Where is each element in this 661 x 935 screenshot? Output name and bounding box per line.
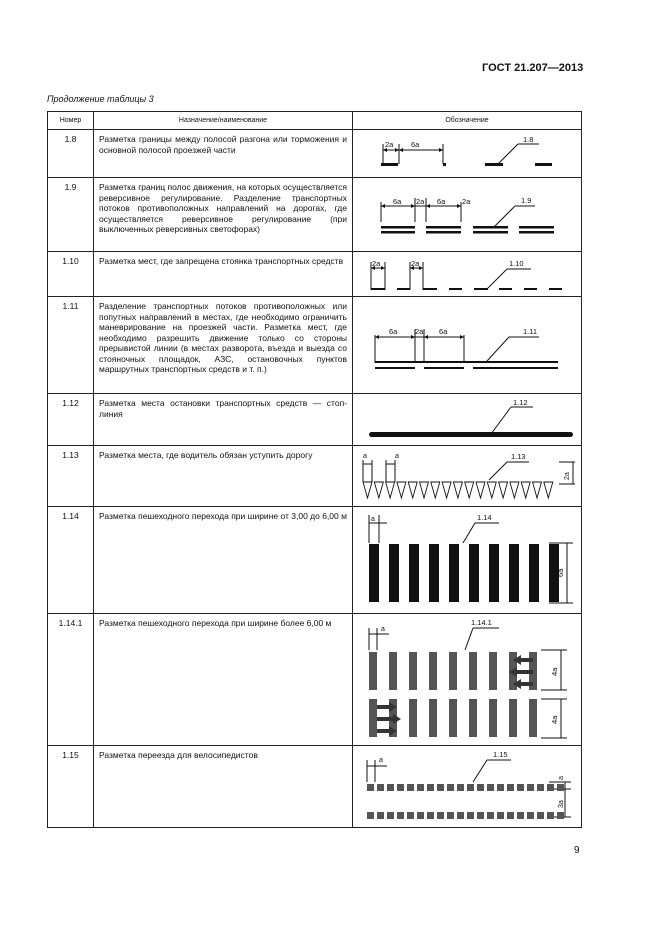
table-header-row bbox=[48, 112, 582, 130]
marking-label: 1.12 bbox=[513, 398, 528, 407]
dim-4a: 4а bbox=[550, 715, 559, 724]
row-description: Разметка границы между полосой разгона или торможения и основной полосой проезжей части bbox=[94, 130, 353, 178]
triangle-mark bbox=[420, 482, 429, 498]
square-mark bbox=[397, 812, 404, 819]
table-row bbox=[48, 446, 582, 507]
dim-a: а bbox=[363, 453, 367, 460]
header-name: Назначение/наименование bbox=[94, 112, 353, 130]
row-number: 1.14 bbox=[48, 507, 94, 614]
dim-6a: 6а bbox=[556, 568, 565, 577]
marking-label: 1.9 bbox=[521, 196, 532, 205]
row-description: Разделение транспортных потоков противоположных или попутных направлений в местах, где необходимо ограничить маневрирование на проезжей части. Разметка мест, где необходимо разрешить движение только со стороны прерывистой линии (в местах разворота, въезда и выезда со стояночных площадок, АЗС, остановочных пунктов маршрутных транспортных средств и т. п.) bbox=[94, 297, 353, 394]
header-number: Номер bbox=[48, 112, 94, 130]
row-description: Разметка пешеходного перехода при ширине от 3,00 до 6,00 м bbox=[94, 507, 353, 614]
row-description: Разметка границ полос движения, на которых осуществляется реверсивное регулирование. Разделение транспортных потоков противоположных направлений на дорогах, где осуществляется реверсивное регулирование (при выключенных реверсивных светофорах) bbox=[94, 178, 353, 252]
triangle-mark bbox=[476, 482, 485, 498]
row-number: 1.12 bbox=[48, 394, 94, 446]
dim-a: а bbox=[379, 757, 383, 764]
dim-2a: 2а bbox=[462, 197, 471, 206]
row-description: Разметка переезда для велосипедистов bbox=[94, 746, 353, 828]
marking-label: 1.11 bbox=[523, 327, 538, 336]
square-mark bbox=[457, 812, 464, 819]
row-number: 1.15 bbox=[48, 746, 94, 828]
row-symbol bbox=[353, 178, 582, 252]
square-mark bbox=[447, 812, 454, 819]
table-row bbox=[48, 252, 582, 297]
triangle-mark bbox=[510, 482, 519, 498]
page-number: 9 bbox=[574, 845, 580, 856]
square-mark bbox=[517, 784, 524, 791]
square-mark bbox=[387, 812, 394, 819]
square-mark bbox=[507, 812, 514, 819]
dim-3a: 3а bbox=[558, 800, 565, 808]
dim-2a: 2а bbox=[416, 197, 425, 206]
square-mark bbox=[407, 812, 414, 819]
triangle-mark bbox=[431, 482, 440, 498]
square-mark bbox=[417, 812, 424, 819]
row-number: 1.14.1 bbox=[48, 614, 94, 746]
document-standard-number: ГОСТ 21.207—2013 bbox=[482, 62, 584, 74]
marking-table bbox=[47, 111, 582, 828]
header-symbol: Обозначение bbox=[353, 112, 582, 130]
square-mark bbox=[467, 784, 474, 791]
table-row bbox=[48, 297, 582, 394]
square-mark bbox=[457, 784, 464, 791]
triangle-mark bbox=[408, 482, 417, 498]
dim-2a: 2а bbox=[564, 472, 571, 480]
dim-6a: 6а bbox=[389, 327, 398, 336]
row-symbol bbox=[353, 746, 582, 828]
square-mark bbox=[467, 812, 474, 819]
square-mark bbox=[377, 784, 384, 791]
triangle-mark bbox=[521, 482, 530, 498]
dim-6a: 6а bbox=[393, 197, 402, 206]
table-row bbox=[48, 746, 582, 828]
table-row bbox=[48, 178, 582, 252]
triangle-mark bbox=[397, 482, 406, 498]
triangle-mark bbox=[487, 482, 496, 498]
dim-6a: 6а bbox=[411, 140, 420, 149]
square-mark bbox=[427, 812, 434, 819]
triangle-mark bbox=[533, 482, 542, 498]
marking-label: 1.14 bbox=[477, 513, 492, 522]
marking-1-11-symbol bbox=[353, 297, 581, 393]
square-mark bbox=[497, 812, 504, 819]
marking-label: 1.15 bbox=[493, 750, 508, 759]
dim-2a: 2а bbox=[415, 327, 424, 336]
marking-1-10-symbol bbox=[353, 252, 581, 296]
triangle-mark bbox=[374, 482, 383, 498]
square-mark bbox=[527, 812, 534, 819]
marking-1-15-symbol bbox=[353, 746, 581, 827]
dim-a: а bbox=[395, 453, 399, 460]
square-mark bbox=[537, 812, 544, 819]
dim-2a: 2а bbox=[372, 259, 381, 268]
table-caption: Продолжение таблицы 3 bbox=[47, 94, 154, 104]
square-mark bbox=[487, 784, 494, 791]
table-row bbox=[48, 394, 582, 446]
marking-1-13-symbol bbox=[353, 446, 581, 506]
square-mark bbox=[527, 784, 534, 791]
square-mark bbox=[437, 812, 444, 819]
dim-a: а bbox=[381, 626, 385, 633]
marking-1-9-symbol bbox=[353, 178, 581, 251]
square-mark bbox=[547, 812, 554, 819]
row-symbol bbox=[353, 297, 582, 394]
triangle-mark bbox=[465, 482, 474, 498]
square-mark bbox=[477, 784, 484, 791]
table-row bbox=[48, 507, 582, 614]
marking-label: 1.10 bbox=[509, 259, 524, 268]
triangle-mark bbox=[499, 482, 508, 498]
square-mark bbox=[537, 784, 544, 791]
square-mark bbox=[447, 784, 454, 791]
marking-1-14-1-symbol bbox=[353, 614, 581, 745]
square-mark bbox=[507, 784, 514, 791]
square-mark bbox=[487, 812, 494, 819]
row-description: Разметка мест, где запрещена стоянка транспортных средств bbox=[94, 252, 353, 297]
square-mark bbox=[557, 812, 564, 819]
triangle-mark bbox=[363, 482, 372, 498]
marking-label: 1.14.1 bbox=[471, 618, 492, 627]
row-description: Разметка места, где водитель обязан уступить дорогу bbox=[94, 446, 353, 507]
square-mark bbox=[397, 784, 404, 791]
square-mark bbox=[417, 784, 424, 791]
table-row bbox=[48, 614, 582, 746]
square-mark bbox=[387, 784, 394, 791]
row-symbol bbox=[353, 507, 582, 614]
triangle-mark bbox=[544, 482, 553, 498]
dim-4a: 4а bbox=[550, 667, 559, 676]
row-description: Разметка пешеходного перехода при ширине более 6,00 м bbox=[94, 614, 353, 746]
dim-6a: 6а bbox=[439, 327, 448, 336]
dim-2a: 2а bbox=[411, 259, 420, 268]
square-mark bbox=[517, 812, 524, 819]
row-symbol bbox=[353, 252, 582, 297]
square-mark bbox=[377, 812, 384, 819]
square-mark bbox=[477, 812, 484, 819]
row-number: 1.13 bbox=[48, 446, 94, 507]
marking-1-14-symbol bbox=[353, 507, 581, 613]
row-symbol bbox=[353, 446, 582, 507]
triangle-mark bbox=[386, 482, 395, 498]
row-number: 1.10 bbox=[48, 252, 94, 297]
row-number: 1.9 bbox=[48, 178, 94, 252]
square-mark bbox=[557, 784, 564, 791]
marking-1-8-symbol bbox=[353, 130, 581, 177]
square-mark bbox=[497, 784, 504, 791]
dim-a: а bbox=[558, 776, 565, 780]
row-description: Разметка места остановки транспортных средств — стоп-линия bbox=[94, 394, 353, 446]
row-symbol bbox=[353, 394, 582, 446]
row-number: 1.11 bbox=[48, 297, 94, 394]
square-mark bbox=[407, 784, 414, 791]
row-symbol bbox=[353, 614, 582, 746]
row-symbol bbox=[353, 130, 582, 178]
marking-label: 1.13 bbox=[511, 452, 526, 461]
triangle-mark bbox=[453, 482, 462, 498]
marking-label: 1.8 bbox=[523, 135, 534, 144]
square-mark bbox=[367, 812, 374, 819]
dim-2a: 2а bbox=[385, 140, 394, 149]
dim-a: а bbox=[371, 516, 375, 523]
triangle-mark bbox=[442, 482, 451, 498]
square-mark bbox=[367, 784, 374, 791]
row-number: 1.8 bbox=[48, 130, 94, 178]
table-row bbox=[48, 130, 582, 178]
square-mark bbox=[427, 784, 434, 791]
square-mark bbox=[437, 784, 444, 791]
square-mark bbox=[547, 784, 554, 791]
marking-1-12-symbol bbox=[353, 394, 581, 445]
dim-6a: 6а bbox=[437, 197, 446, 206]
